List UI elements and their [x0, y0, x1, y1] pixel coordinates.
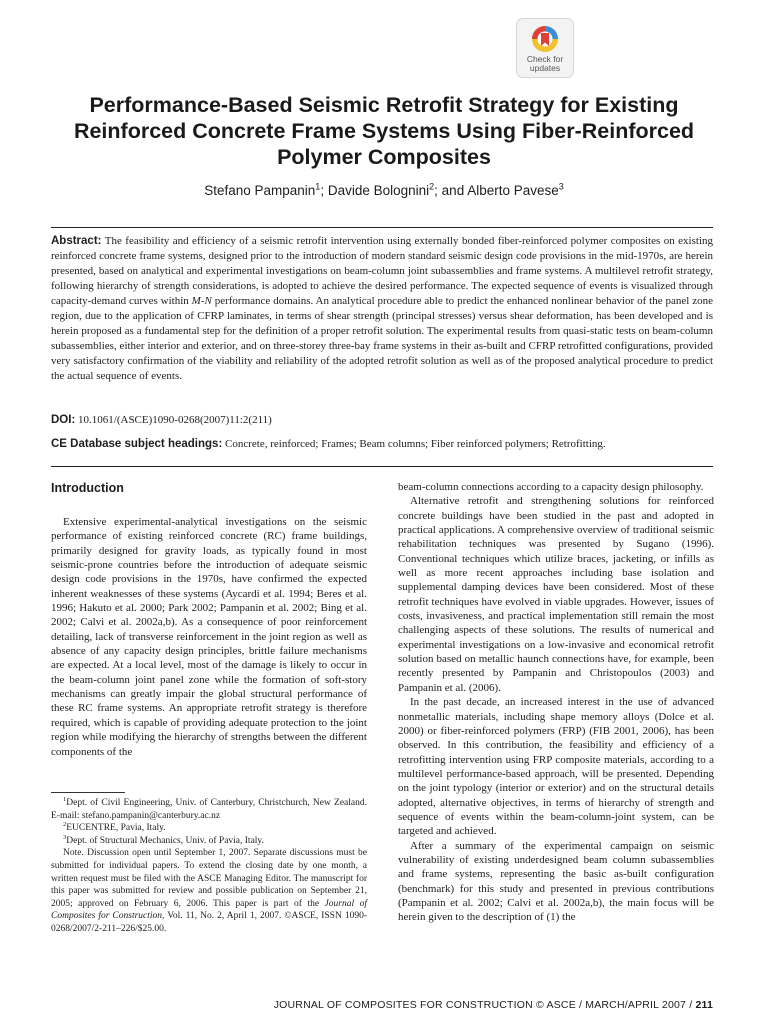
doi-line	[51, 413, 272, 428]
author-name: Davide Bolognini	[327, 183, 430, 198]
doi-label: DOI:	[51, 414, 76, 426]
footnote-mark: 2	[63, 821, 67, 829]
title-line-2: Reinforced Concrete Frame Systems Using Fiber-Reinforced	[73, 119, 695, 143]
author-affiliation-mark: 1	[315, 181, 321, 192]
body-paragraph: After a summary of the experimental campaign on seismic vulnerability of existing underdesigned beam column subassemblies and frame systems, representing the basic as-built configuration (benchmark) for this study and presented in previous contributions (Pampanin et al. 2002; Calvi et al. 2002a,b), the main focus will be herein given to the description of (1) the	[398, 839, 714, 924]
footnote-affiliation-1	[51, 797, 367, 822]
title-line-1: Performance-Based Seismic Retrofit Strategy for Existing	[89, 93, 679, 117]
paper-title	[40, 92, 728, 170]
footnote-affiliation-3	[51, 835, 367, 848]
title-line-3: Polymer Composites	[277, 145, 491, 169]
abstract	[51, 234, 713, 384]
right-column	[398, 480, 714, 925]
footer-journal-text: JOURNAL OF COMPOSITES FOR CONSTRUCTION © ASCE / MARCH/APRIL 2007 /	[273, 999, 696, 1011]
footnote-text: EUCENTRE, Pavia, Italy.	[66, 823, 166, 834]
running-footer	[51, 999, 713, 1012]
check-badge-line1: Check for	[526, 54, 564, 64]
subject-headings	[51, 437, 713, 452]
author-separator: ; and	[434, 183, 468, 198]
footnote-rule	[51, 792, 125, 793]
body-paragraph: beam-column connections according to a capacity design philosophy.	[398, 481, 704, 493]
note-journal-name: Journal of Composites for Construction	[51, 898, 367, 922]
subject-headings-value: Concrete, reinforced; Frames; Beam columns; Fiber reinforced polymers; Retrofitting.	[222, 438, 606, 450]
author-affiliation-mark: 2	[429, 181, 435, 192]
footnotes	[51, 797, 367, 936]
body-paragraph: Extensive experimental-analytical investigations on the seismic performance of existing reinforced concrete (RC) frame buildings, primarily designed for gravity loads, as typically found in most seismic-prone countries before the introduction of adequate seismic design code provisions in the 1970s, have confirmed the expected inherent weaknesses of these systems (Aycardi et al. 1994; Beres et al. 1996; Hakuto et al. 2000; Park 2002; Pampanin et al. 2002; Bing et al. 2002; Calvi et al. 2002a,b). As a consequence of poor reinforcement detailing, lack of transverse reinforcement in the joint region as well as absence of any capacity design principles, brittle failure mechanisms are expected. At a local level, most of the damage is likely to occur in the beam-column joint panel zone while the formation of soft-story mechanisms can greatly impair the global structural performance of these RC frame systems. An appropriate retrofit strategy is therefore required, which is capable of providing adequate protection to the joint region while modifying the hierarchy of strengths between the different components of the	[51, 516, 367, 758]
abstract-mn-term: M-N	[191, 295, 212, 308]
check-for-updates-badge[interactable]	[516, 18, 574, 78]
author-name: Stefano Pampanin	[204, 183, 316, 198]
abstract-bottom-rule	[51, 466, 713, 467]
abstract-label: Abstract:	[51, 235, 102, 247]
footnote-mark: 1	[63, 795, 67, 803]
abstract-text-2: performance domains. An analytical procedure able to predict the enhanced nonlinear behavior of the panel zone region, due to the application of CFRP laminates, in terms of shear strength (principal stresses) versus shear deformation, has been developed and is herein proposed as a fundamental step for the definition of a proper retrofit solution. The experimental results from quasi-static tests on beam-column subassemblies, either interior and exterior, and on three-storey three-bay frame systems in their as-built and CFRP retrofitted configurations, provided very satisfactory confirmation of the viability and reliability of the adopted retrofit solution as well as of the proposed analytical procedure to predict the actual sequence of events.	[51, 295, 713, 383]
note-text-2: , Vol. 11, No. 2, April 1, 2007. ©ASCE, ISSN 1090-0268/2007/2-211–226/$25.00.	[51, 911, 367, 934]
section-heading-introduction: Introduction	[51, 481, 124, 495]
page-number: 211	[695, 999, 713, 1011]
footnote-note	[51, 847, 367, 935]
author-name: Alberto Pavese	[467, 183, 559, 198]
check-badge-line2: updates	[529, 63, 561, 73]
author-separator: ;	[320, 183, 328, 198]
footnote-affiliation-2	[51, 822, 367, 835]
subject-headings-label: CE Database subject headings:	[51, 438, 223, 450]
left-column	[51, 480, 367, 759]
abstract-text-1: The feasibility and efficiency of a seismic retrofit intervention using externally bonded fiber-reinforced polymer composites on existing reinforced concrete frame systems, designed prior to the introduction of modern standard seismic design code provisions in the mid-1970s, are herein presented, based on analytical and experimental investigations on beam-column joint subassemblies and frame systems. A multilevel retrofit strategy, following hierarchy of strength considerations, is adopted to achieve the desired performance. The expected sequence of events is visualized through capacity-demand curves within	[51, 235, 713, 308]
abstract-top-rule	[51, 227, 713, 228]
footnote-text: Dept. of Civil Engineering, Univ. of Canterbury, Christchurch, New Zealand. E-mail: stefano.pampanin@canterbury.ac.nz	[51, 798, 367, 821]
check-for-updates-icon	[530, 24, 560, 54]
body-paragraph: Alternative retrofit and strengthening solutions for reinforced concrete buildings have been studied in the past and adopted in practical applications. A comprehensive overview of traditional seismic rehabilitation techniques was presented by Sugano (1996). Conventional techniques which utilize braces, jacketing, or infills as well as more recent approaches including base isolation and supplemental damping devices have been considered. Most of these retrofit techniques have evolved in viable upgrades. However, issues of costs, invasiveness, and practical implementation still remain the most challenging aspects of these solutions. The results of numerical and experimental investigations on a low-invasive and economical retrofit solution based on metallic haunch connections have, for example, been recently presented by Pampanin and Christopoulos (2003) and Pampanin et al. (2006).	[398, 495, 714, 694]
note-text-1: Note. Discussion open until September 1, 2007. Separate discussions must be submitted for individual papers. To extend the closing date by one month, a written request must be filed with the ASCE Managing Editor. The manuscript for this paper was submitted for review and possible publication on September 21, 2005; approved on February 6, 2006. This paper is part of the	[51, 848, 367, 909]
body-paragraph: In the past decade, an increased interest in the use of advanced nonmetallic materials, including shape memory alloys (Dolce et al. 2000) or fiber-reinforced polymers (FRP) (FIB 2001, 2006), has been observed. In this contribution, the feasibility and efficiency of a retrofitting intervention using FRP composite materials, according to a multilevel performance-based approach, will be presented. Depending on the joint typology (interior or exterior) and on the structural details adopted, alternative objectives, in terms of hierarchy of strength and sequence of events within the beam-column-joint system, can be targeted and achieved.	[398, 696, 714, 838]
doi-value[interactable]: 10.1061/(ASCE)1090-0268(2007)11:2(211)	[75, 414, 272, 426]
footnote-text: Dept. of Structural Mechanics, Univ. of Pavia, Italy.	[66, 835, 264, 846]
author-affiliation-mark: 3	[558, 181, 564, 192]
author-list	[40, 182, 728, 200]
footnote-mark: 3	[63, 833, 67, 841]
